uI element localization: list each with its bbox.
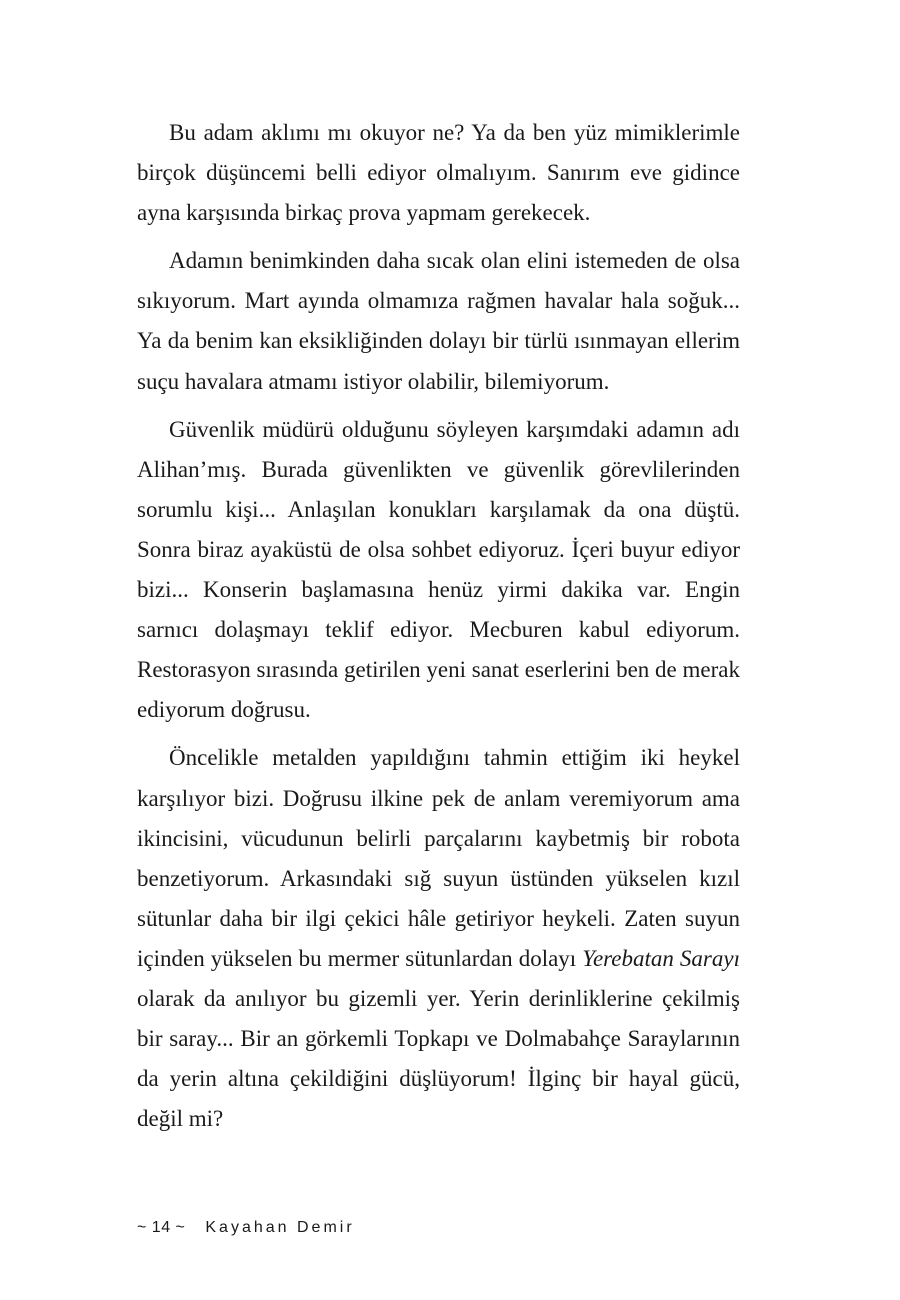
italic-place-name: Yerebatan Sarayı <box>582 945 740 971</box>
text-segment: Güvenlik müdürü olduğunu söyleyen karşımdaki adamın adı Alihan’mış. Burada güvenlikten ve güvenlik görevlilerinden sorumlu kişi... Anlaşılan konukları karşılamak da ona düştü. Sonra biraz ayaküstü de olsa sohbet ediyoruz. İçeri buyur ediyor bizi... Konserin başlamasına henüz yirmi dakika var. Engin sarnıcı dolaşmayı teklif ediyor. Mecburen kabul ediyorum. Restorasyon sırasında getirilen yeni sanat eserlerini ben de merak ediyorum doğrusu. <box>137 416 740 723</box>
body-text <box>137 113 740 1147</box>
text-segment: olarak da anılıyor bu gizemli yer. Yerin derinliklerine çekilmiş bir saray... Bir an görkemli Topkapı ve Dolmabahçe Saraylarının da yerin altına çekildiğini düşlüyorum! İlginç bir hayal gücü, değil mi? <box>137 985 740 1132</box>
paragraph <box>137 410 740 731</box>
author-name: Kayahan Demir <box>205 1219 355 1236</box>
paragraph <box>137 113 740 233</box>
page-number: ~ 14 ~ <box>137 1219 186 1236</box>
text-segment: Bu adam aklımı mı okuyor ne? Ya da ben yüz mimiklerimle birçok düşüncemi belli ediyor olmalıyım. Sanırım eve gidince ayna karşısında birkaç prova yapmam gerekecek. <box>137 120 740 226</box>
text-segment: Adamın benimkinden daha sıcak olan elini istemeden de olsa sıkıyorum. Mart ayında olmamıza rağmen havalar hala soğuk... Ya da benim kan eksikliğinden dolayı bir türlü ısınmayan ellerim suçu havalara atmamı istiyor olabilir, bilemiyorum. <box>137 248 740 394</box>
page-footer <box>137 1216 355 1240</box>
paragraph <box>137 241 740 401</box>
text-segment: Öncelikle metalden yapıldığını tahmin ettiğim iki heykel karşılıyor bizi. Doğrusu ilkine pek de anlam veremiyorum ama ikincisini, vücudunun belirli parçalarını kaybetmiş bir robota benzetiyorum. Arkasındaki sığ suyun üstünden yükselen kızıl sütunlar daha bir ilgi çekici hâle getiriyor heykeli. Zaten suyun içinden yükselen bu mermer sütunlardan dolayı <box>137 745 740 971</box>
paragraph <box>137 738 740 1139</box>
